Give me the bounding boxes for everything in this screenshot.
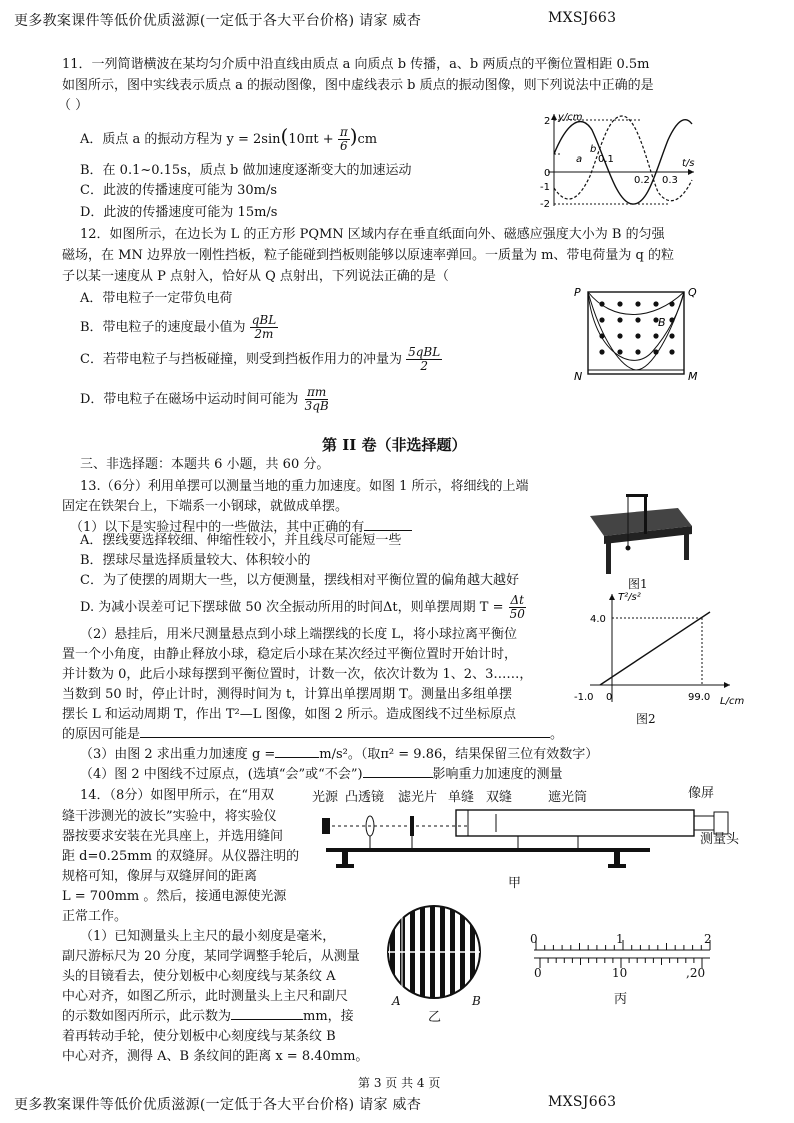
q11-fig-tick-03: 0.3 (662, 175, 678, 186)
q12-fig-label-m: M (688, 370, 698, 382)
q13-fig2-caption: 图2 (636, 712, 656, 726)
q13-blank-1[interactable] (364, 530, 412, 531)
q14-label-measuring-head: 测量头 (700, 832, 740, 847)
q13-p2-5: 摆长 L 和运动周期 T，作出 T²—L 图像，如图 2 所示。造成图线不过坐标原点 (62, 707, 517, 722)
q13-option-a: A．摆线要选择较细、伸缩性较小，并且线尽可能短一些 (80, 533, 402, 548)
q11-fig-label-a: a (576, 154, 583, 165)
q11-fig-tick-02: 0.2 (634, 175, 650, 186)
q13-blank-4[interactable] (363, 777, 433, 778)
q12-fig-label-n: N (574, 370, 583, 382)
q13-fig1-caption: 图1 (628, 577, 648, 591)
q14-label-tube: 遮光筒 (548, 790, 588, 805)
q14-bing-main-2: 2 (704, 932, 712, 946)
q13-line-2: 固定在铁架台上，下端系一小钢球，就做成单摆。 (62, 499, 349, 514)
q13-p2-2: 置一个小角度，由静止释放小球，稳定后小球在某次经过平衡位置时开始计时， (62, 647, 518, 662)
q14-label-screen: 像屏 (688, 786, 715, 801)
q11-option-d: D．此波的传播速度可能为 15m/s (80, 205, 278, 220)
q13-p4: （4）图 2 中图线不过原点，(选填“会”或“不会”) 影响重力加速度的测量 (80, 767, 563, 782)
q14-label-lens: 凸透镜 (345, 790, 385, 805)
q11-fig-ylabel: y/cm (558, 112, 583, 123)
q13-blank-2[interactable] (140, 737, 550, 738)
q14-bing-vernier-10: 10 (612, 966, 628, 980)
q11-stem-3: （ ） (58, 98, 89, 113)
header-code: MXSJ663 (548, 10, 617, 26)
q13-option-c: C．为了使摆的周期大一些，以方便测量，摆线相对平衡位置的偏角越大越好 (80, 573, 519, 588)
q13-p2-1: （2）悬挂后，用米尺测量悬点到小球上端摆线的长度 L，将小球拉离平衡位 (80, 627, 518, 642)
q13-line-1: 13.（6分）利用单摆可以测量当地的重力加速度。如图 1 所示，将细线的上端 (80, 479, 529, 494)
q12-option-d: D．带电粒子在磁场中运动时间可能为 $\frac{\pi m}{3qB}$ (80, 385, 329, 413)
q11-fig-tick-m1: -1 (540, 182, 550, 193)
q11-stem-2: 如图所示，图中实线表示质点 a 的振动图像，图中虚线表示 b 质点的振动图像，则下列说法中正确的是 (62, 78, 654, 93)
q11-fig-xlabel: t/s (682, 158, 695, 169)
q14-line-2: 缝干涉测光的波长”实验中，将实验仪 (62, 809, 277, 824)
q14-fig-yi-label-a: A (392, 994, 401, 1008)
q14-fig-yi-fringes (384, 902, 484, 1002)
q12-fig-label-p: P (574, 286, 581, 299)
q14-bing-vernier-0: 0 (534, 966, 542, 980)
page-number: 第 3 页 共 4 页 (358, 1076, 441, 1090)
q14-bing-main-1: 1 (616, 932, 624, 946)
q14-fig-yi-label-b: B (472, 994, 481, 1008)
q13-p2-4: 当数到 50 时，停止计时，测得时间为 t，计算出单摆周期 T。测量出多组单摆 (62, 687, 512, 702)
q13-option-d: D. 为减小误差可记下摆球做 50 次全振动所用的时间Δt，则单摆周期 T = $\frac{\Delta t}{50}$ (80, 593, 525, 621)
q14-line-14: 中心对齐，测得 A、B 条纹间的距离 x = 8.40mm。 (62, 1049, 369, 1064)
q11-fig-tick-2: 2 (544, 116, 551, 127)
q12-stem-3: 子以某一速度从 P 点射入，恰好从 Q 点射出，下列说法正确的是（ (62, 269, 449, 284)
q11-option-a: A．质点 a 的振动方程为 y = 2sin(10πt + $\frac{\pi}{6}$ )cm (80, 124, 378, 153)
q12-option-b: B．带电粒子的速度最小值为 $\frac{\text{qBL}}{2m}$ (80, 313, 277, 341)
q13-p2-3: 并计数为 0，此后小球每摆到平衡位置时，计数一次，依次计数为 1、2、3……， (62, 667, 533, 682)
q14-line-13: 着再转动手轮，使分划板中心刻度线与某条纹 B (62, 1029, 336, 1044)
q11-stem-1: 11．一列简谐横波在某均匀介质中沿直线由质点 a 向质点 b 传播，a、b 两质点的平衡位置相距 0.5m (62, 57, 650, 72)
q12-option-c: C．若带电粒子与挡板碰撞，则受到挡板作用力的冲量为 $\frac{\text{5qBL}}{2}$ (80, 345, 441, 373)
q14-label-single-slit: 单缝 (448, 790, 475, 805)
q11-fig-tick-01: 0.1 (598, 154, 614, 165)
q13-part1: （1）以下是实验过程中的一些做法，其中正确的有 (70, 519, 412, 537)
q11-option-c: C．此波的传播速度可能为 30m/s (80, 183, 277, 198)
q12-stem-2: 磁场，在 MN 边界放一刚性挡板，粒子能碰到挡板则能够以原速率弹回。一质量为 m、带电荷量为 q 的粒 (62, 248, 674, 263)
q14-label-double-slit: 双缝 (486, 790, 513, 805)
q13-p2-6: 的原因可能是 。 (62, 727, 564, 742)
q12-magnetic-field-figure (572, 282, 702, 382)
q14-line-5: 规格可知，像屏与双缝屏间的距离 (62, 869, 258, 884)
q13-fig2-graph (570, 590, 750, 708)
q11-fig-tick-m2: -2 (540, 199, 550, 208)
q14-fig-jia-caption: 甲 (508, 876, 522, 891)
footer-code: MXSJ663 (548, 1094, 617, 1110)
q13-option-b: B．摆球尽量选择质量较大、体积较小的 (80, 553, 311, 568)
q14-line-7: 正常工作。 (62, 909, 128, 924)
q12-fig-label-b: B (658, 316, 666, 329)
q13-fig2-xlabel: L/cm (720, 696, 745, 707)
q14-blank-1[interactable] (231, 1019, 303, 1020)
q14-line-1: 14．（8分）如图甲所示，在“用双 (80, 788, 274, 803)
q14-line-9: 副尺游标尺为 20 分度，某同学调整手轮后，从测量 (62, 949, 360, 964)
q11-fig-label-b: b (590, 144, 597, 155)
q14-line-8: （1）已知测量头上主尺的最小刻度是毫米， (80, 929, 336, 944)
q13-fig2-ylabel: T²/s² (618, 592, 641, 603)
q14-line-3: 器按要求安装在光具座上，并选用缝间 (62, 829, 284, 844)
q13-fig2-tick-m1: -1.0 (574, 692, 594, 703)
q14-bing-main-0: 0 (530, 932, 538, 946)
q12-option-a: A．带电粒子一定带负电荷 (80, 291, 233, 306)
q13-fig2-tick-99: 99.0 (688, 692, 711, 703)
q13-fig2-tick-4: 4.0 (590, 614, 606, 625)
q14-line-11: 中心对齐，如图乙所示，此时测量头上主尺和副尺 (62, 989, 349, 1004)
q13-p3: （3）由图 2 求出重力加速度 g = m/s²。（取π² = 9.86，结果保留三位有效数字） (80, 747, 599, 762)
q14-line-10: 头的目镜看去，使分划板中心刻度线与某条纹 A (62, 969, 336, 984)
q14-line-12: 的示数如图丙所示，此示数为 mm，接 (62, 1009, 354, 1024)
q14-fig-bing-caption: 丙 (614, 992, 628, 1007)
part2-intro: 三、非选择题：本题共 6 小题，共 60 分。 (80, 457, 330, 472)
q13-fig2-tick-0: 0 (606, 692, 613, 703)
q11-vibration-figure (532, 110, 702, 208)
q14-line-4: 距 d=0.25mm 的双缝屏。从仪器注明的 (62, 849, 300, 864)
q14-line-6: L = 700mm 。然后，接通电源使光源 (62, 889, 287, 904)
q11-fig-tick-0: 0 (544, 168, 551, 179)
q13-blank-3[interactable] (275, 757, 319, 758)
header-text: 更多教案课件等低价优质滋源(一定低于各大平台价格) 请家 威杏 (14, 13, 422, 29)
q14-label-source: 光源 (312, 790, 339, 805)
part2-title: 第 II 卷（非选择题） (322, 436, 467, 454)
q12-fig-label-q: Q (688, 286, 697, 299)
q14-bing-vernier-20: ,20 (686, 966, 706, 980)
q14-label-filter: 滤光片 (398, 790, 438, 805)
footer-text: 更多教案课件等低价优质滋源(一定低于各大平台价格) 请家 威杏 (14, 1097, 422, 1113)
q11-option-b: B．在 0.1~0.15s，质点 b 做加速度逐渐变大的加速运动 (80, 163, 412, 178)
q12-stem-1: 12．如图所示，在边长为 L 的正方形 PQMN 区域内存在垂直纸面向外、磁感应强度大小为 B 的匀强 (80, 227, 665, 242)
q14-fig-jia-apparatus (318, 800, 738, 872)
q14-fig-yi-caption: 乙 (428, 1010, 442, 1025)
